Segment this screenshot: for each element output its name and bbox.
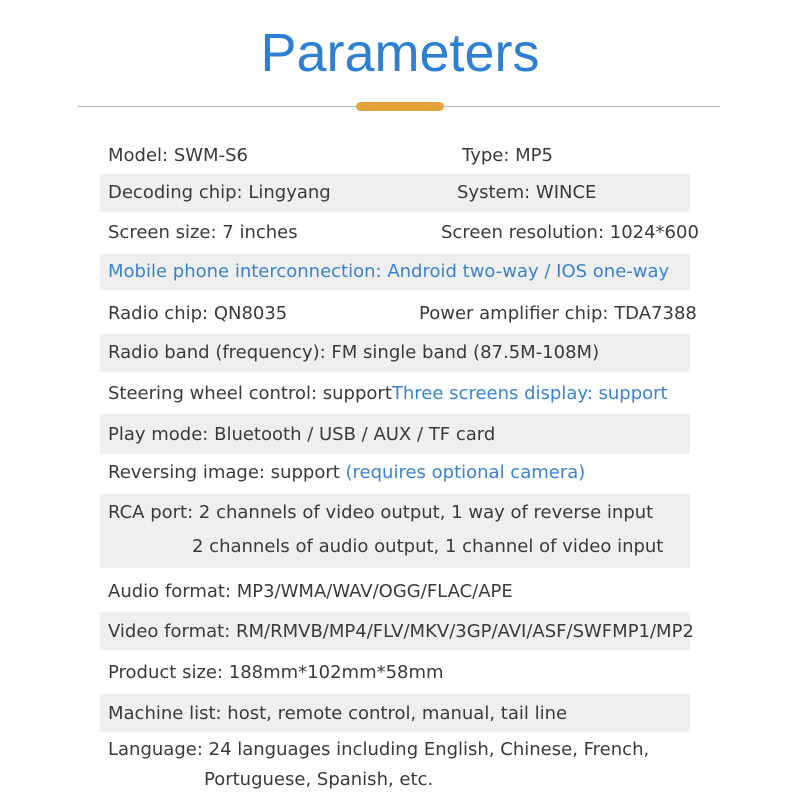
title-accent-bar [356, 102, 444, 111]
spec-row-screen [100, 214, 699, 252]
spec-optional-camera: (requires optional camera) [345, 462, 586, 483]
spec-video-format: Video format: RM/RMVB/MP4/FLV/MKV/3GP/AVI/ASF/SWFMP1/MP2 [108, 621, 694, 642]
spec-phone-interconnection: Mobile phone interconnection: Android two-way / IOS one-way [108, 261, 670, 282]
spec-row-video-format [100, 612, 694, 650]
spec-product-size: Product size: 188mm*102mm*58mm [108, 662, 444, 683]
spec-system: System: WINCE [457, 182, 597, 203]
spec-language-line2: Portuguese, Spanish, etc. [204, 769, 434, 790]
spec-power-amplifier: Power amplifier chip: TDA7388 [419, 303, 697, 324]
spec-machine-list: Machine list: host, remote control, manual, tail line [108, 703, 568, 724]
spec-language: Language: 24 languages including English, Chinese, French, [108, 739, 650, 760]
spec-model: Model: SWM-S6 [108, 145, 248, 166]
spec-reversing-image: Reversing image: support (requires optional camera) [108, 462, 586, 483]
spec-row-audio-format [100, 572, 690, 610]
spec-row-language [100, 734, 690, 800]
spec-row-model [100, 138, 690, 174]
spec-row-product-size [100, 652, 690, 692]
page-title: Parameters [260, 23, 540, 83]
spec-row-reversing [100, 454, 690, 492]
spec-row-radio-band [100, 334, 690, 372]
spec-row-steering [100, 374, 690, 412]
spec-screen-size: Screen size: 7 inches [108, 222, 298, 243]
spec-row-machine-list [100, 694, 690, 732]
spec-rca-port-line2: 2 channels of audio output, 1 channel of video input [192, 536, 664, 557]
spec-row-radio-chip [100, 294, 697, 332]
spec-rca-port: RCA port: 2 channels of video output, 1 way of reverse input [108, 502, 654, 523]
spec-audio-format: Audio format: MP3/WMA/WAV/OGG/FLAC/APE [108, 581, 513, 602]
spec-steering-wheel: Steering wheel control: supportThree screens display: support [108, 383, 668, 404]
spec-row-interconnection [100, 254, 690, 290]
spec-row-decoding [100, 174, 690, 212]
spec-play-mode: Play mode: Bluetooth / USB / AUX / TF card [108, 424, 496, 445]
spec-screen-resolution: Screen resolution: 1024*600 [441, 222, 699, 243]
spec-row-rca [100, 494, 690, 568]
spec-type: Type: MP5 [462, 145, 553, 166]
spec-decoding-chip: Decoding chip: Lingyang [108, 182, 331, 203]
spec-radio-band: Radio band (frequency): FM single band (87.5M-108M) [108, 342, 600, 363]
spec-three-screens: Three screens display: support [391, 383, 668, 404]
spec-row-play-mode [100, 414, 690, 454]
spec-radio-chip: Radio chip: QN8035 [108, 303, 288, 324]
